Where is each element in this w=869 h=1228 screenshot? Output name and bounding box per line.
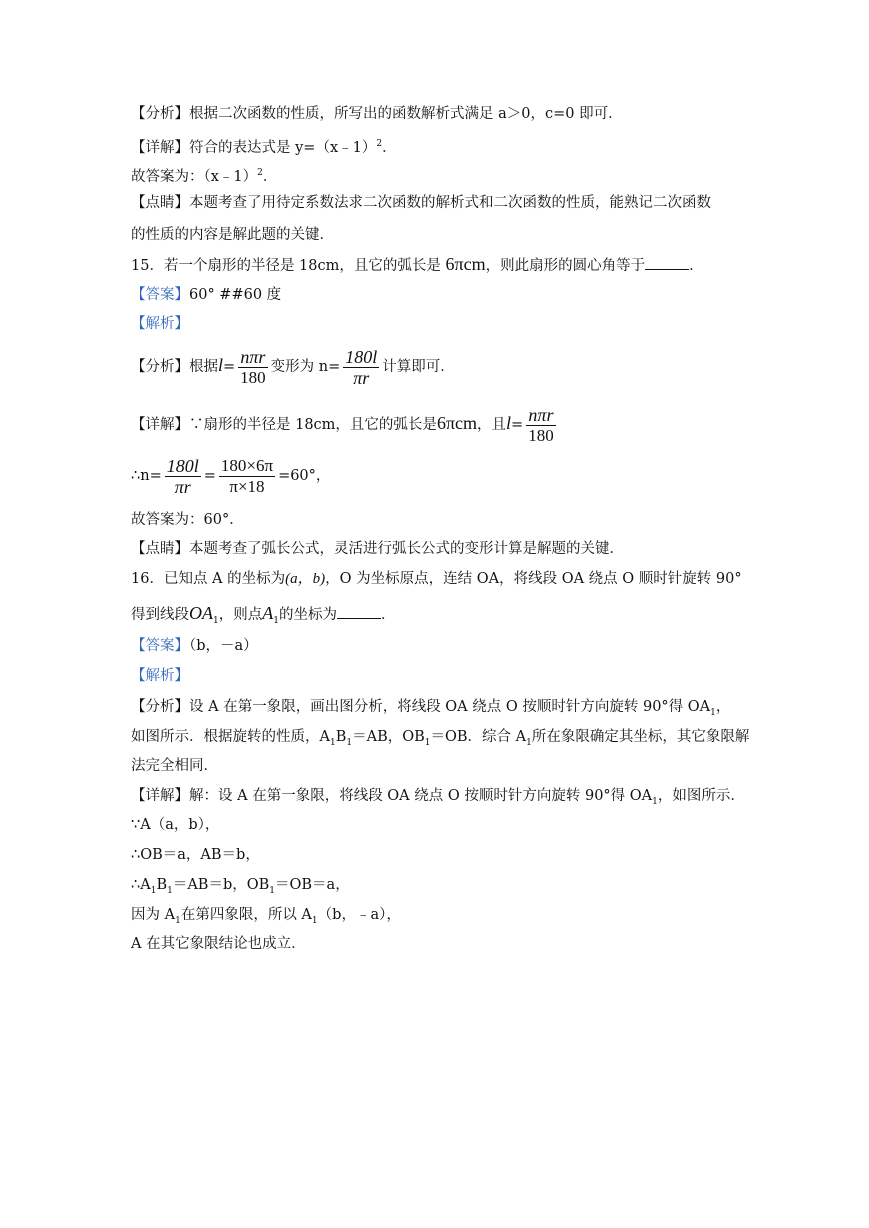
q15-jiexi: 【解析】	[131, 316, 189, 332]
q14-detail: 【详解】符合的表达式是 y=（x﹣1）$^2$．	[131, 139, 397, 156]
q15-calculation: ∴n= $\frac{180l}{\pi r}$ = $\frac{180\times 6\pi}{\pi\times 18}$ =60°，	[131, 455, 331, 497]
q15-detail: 【详解】∵扇形的半径是 18cm，且它的弧长是6πcm，且l= $\frac{\text{nπr}}{180}$	[131, 404, 554, 445]
q14-comment-line2: 的性质的内容是解此题的关键．	[131, 227, 334, 243]
q16-question-line1: 16．已知点 A 的坐标为(a，b)，O 为坐标原点，连结 OA，将线段 OA 绕点 O 顺时针旋转 90°	[131, 571, 742, 587]
q16-analysis-line2: 如图所示．根据旋转的性质，$A_1B_1=AB$，$OB_1=OB$．综合 $A_1$所在象限确定其坐标，其它象限解	[131, 729, 750, 748]
q16-step-2: ∴OB＝a，AB＝b，	[131, 847, 260, 863]
q15-answer: 【答案】60° ##60 度	[131, 287, 282, 303]
q16-analysis-line3: 法完全相同．	[131, 758, 218, 774]
fraction-180l-πr-b: $\frac{180l}{\pi r}$	[166, 455, 199, 497]
q16-question-line2: 得到线段$OA_1$，则点$A_1$的坐标为 ．	[131, 603, 396, 626]
q16-detail-line1: 【详解】解：设 A 在第一象限，将线段 OA 绕点 O 按顺时针方向旋转 90°得 $OA_1$，如图所示．	[131, 788, 745, 807]
q14-answer: 故答案为：（x﹣1）$^2$．	[131, 168, 278, 185]
q16-step-3: $\therefore A_1B_1=AB=b$，$OB_1=OB=a$，	[131, 877, 350, 896]
fraction-180x6π-πx18: $\frac{180\times 6\pi}{\pi\times 18}$	[220, 455, 274, 496]
q15-final: 故答案为：60°．	[131, 512, 244, 528]
q15-comment: 【点睛】本题考查了弧长公式，灵活进行弧长公式的变形计算是解题的关键．	[131, 541, 624, 557]
answer-blank	[645, 255, 689, 270]
q16-step-5: A 在其它象限结论也成立．	[131, 936, 306, 952]
fraction-nπr-180-b: $\frac{\text{nπr}}{180}$	[528, 404, 554, 445]
q16-analysis-line1: 【分析】设 A 在第一象限，画出图分析，将线段 OA 绕点 O 按顺时针方向旋转 90°得 $OA_1$，	[131, 699, 731, 718]
q15-analysis: 【分析】根据l= $\frac{\text{nπr}}{180}$ 变形为 n= $\frac{180l}{\pi r}$ 计算即可．	[131, 346, 455, 388]
q14-analysis: 【分析】根据二次函数的性质，所写出的函数解析式满足 a＞0，c=0 即可．	[131, 106, 623, 122]
q16-step-4: 因为 $A_1$在第四象限，所以 $A_1(b$，﹣a），	[131, 907, 401, 926]
q14-comment-line1: 【点睛】本题考查了用待定系数法求二次函数的解析式和二次函数的性质，能熟记二次函数	[131, 195, 711, 211]
answer-blank	[337, 604, 381, 619]
fraction-180l-πr: $\frac{180l}{\pi r}$	[345, 346, 378, 388]
q16-jiexi: 【解析】	[131, 668, 189, 684]
arc-length: 6πcm	[445, 254, 486, 274]
q15-question: 15．若一个扇形的半径是 18cm，且它的弧长是 6πcm，则此扇形的圆心角等于 ．	[131, 254, 704, 274]
q16-step-1: ∵A（a，b），	[131, 817, 220, 833]
q16-answer: 【答案】（b，－a）	[131, 638, 258, 654]
fraction-nπr-180: $\frac{\text{nπr}}{180}$	[240, 346, 266, 387]
